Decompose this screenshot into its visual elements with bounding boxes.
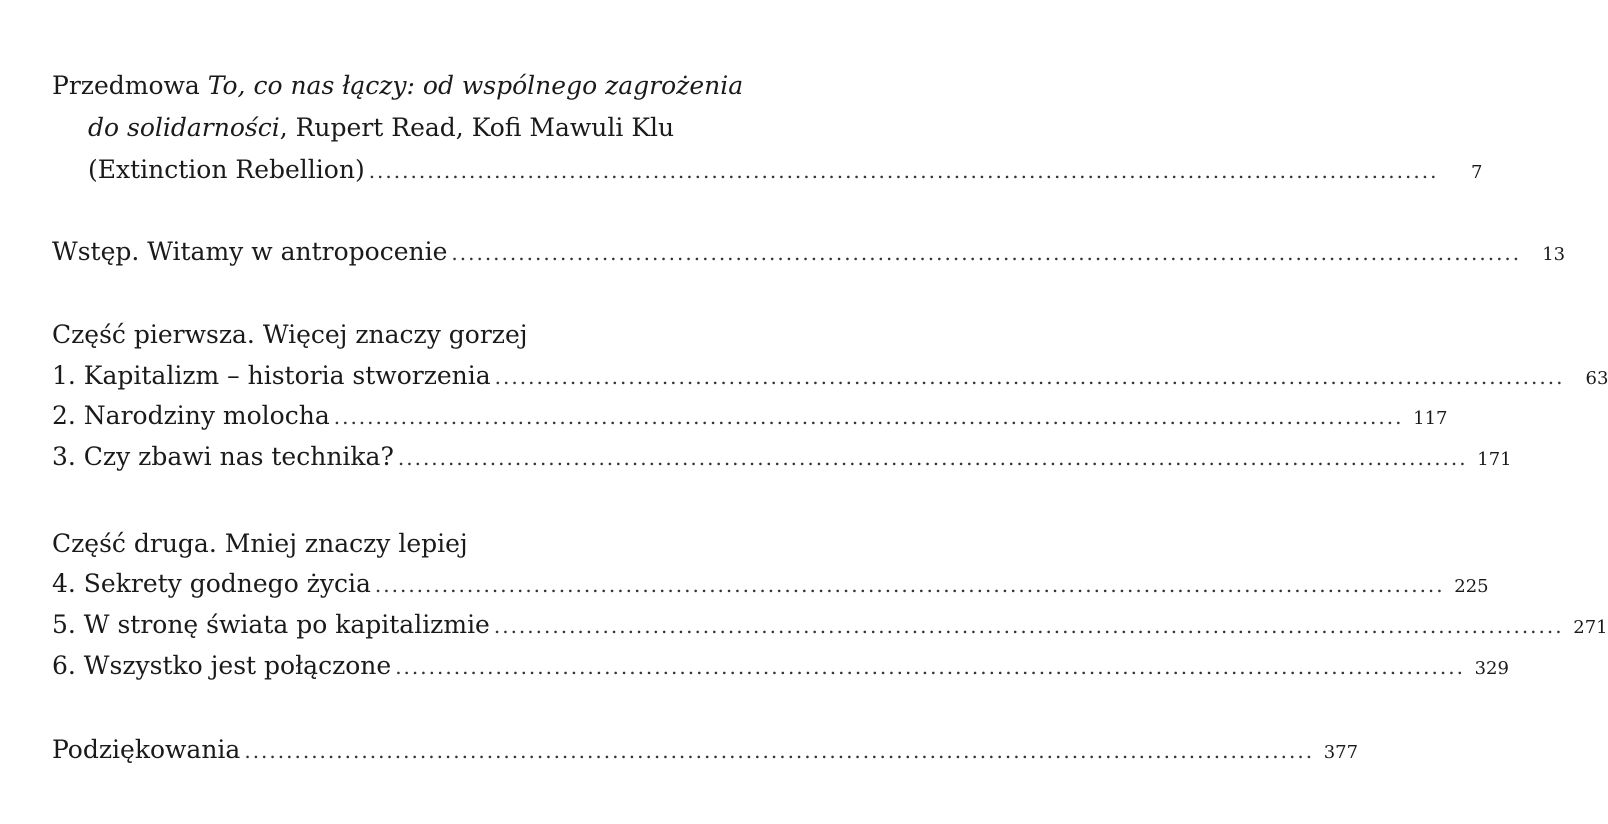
- part2-chapter-line: [0, 646, 1509, 686]
- dot-leader: ................................................................................................................................: [493, 614, 1564, 638]
- toc-entry-chapter-6: [52, 646, 1509, 686]
- page-number: 377: [1323, 742, 1359, 763]
- part1-chapter-line: [0, 396, 1448, 436]
- part2-title: Część druga. Mniej znaczy lepiej: [52, 529, 468, 558]
- chapter-title: 6. Wszystko jest połączone: [52, 651, 392, 680]
- preface-line-3: [0, 150, 1483, 190]
- page-number: 225: [1454, 576, 1489, 597]
- preface-authors: , Rupert Read, Kofi Mawuli Klu: [279, 113, 675, 142]
- page-number: 271: [1573, 617, 1608, 638]
- preface-line-1: [0, 66, 860, 106]
- part1-heading-line: [0, 315, 860, 355]
- toc-entry-acknowledgements: [52, 730, 1359, 770]
- dot-leader: ................................................................................................................................: [397, 446, 1468, 470]
- dot-leader: ................................................................................................................................: [395, 655, 1465, 679]
- toc-entry-chapter-2: [52, 396, 1448, 436]
- chapter-title: 5. W stronę świata po kapitalizmie: [52, 610, 490, 639]
- chapter-title: 4. Sekrety godnego życia: [52, 569, 371, 598]
- dot-leader: ................................................................................................................................: [333, 405, 1404, 429]
- dot-leader: ................................................................................................................................: [451, 241, 1522, 265]
- toc-entry-intro: [52, 232, 1566, 272]
- part1-title: Część pierwsza. Więcej znaczy gorzej: [52, 320, 528, 349]
- page-number: 63: [1585, 368, 1608, 389]
- toc-entry-chapter-5: [52, 605, 1608, 645]
- page-number: 329: [1474, 658, 1509, 679]
- toc-entry-chapter-4: [52, 564, 1489, 604]
- part1-chapter-line: [0, 356, 1608, 396]
- chapter-title: 1. Kapitalizm – historia stworzenia: [52, 361, 491, 390]
- preface-org: (Extinction Rebellion): [88, 155, 365, 184]
- page-number: 7: [1471, 162, 1483, 183]
- preface-title-italic: To, co nas łączy: od wspólnego zagrożenia: [207, 71, 744, 100]
- part2-chapter-line: [0, 564, 1489, 604]
- chapter-title: 3. Czy zbawi nas technika?: [52, 442, 394, 471]
- acknowledgements-line: [0, 730, 1359, 770]
- part2-heading-line: [0, 524, 860, 564]
- acknowledgements-title: Podziękowania: [52, 735, 241, 764]
- dot-leader: ................................................................................................................................: [494, 365, 1565, 389]
- dot-leader: ................................................................................................................................: [368, 159, 1439, 183]
- chapter-title: 2. Narodziny molocha: [52, 401, 330, 430]
- dot-leader: ................................................................................................................................: [374, 573, 1445, 597]
- page-number: 13: [1542, 244, 1566, 265]
- page-number: 171: [1477, 449, 1512, 470]
- page-number: 117: [1413, 408, 1448, 429]
- part1-chapter-line: [0, 437, 1512, 477]
- dot-leader: ................................................................................................................................: [244, 739, 1315, 763]
- preface-label: Przedmowa: [52, 71, 200, 100]
- toc-entry-chapter-3: [52, 437, 1512, 477]
- toc-entry-preface: [88, 150, 1483, 190]
- part2-chapter-line: [0, 605, 1608, 645]
- preface-line-2: [0, 108, 860, 148]
- intro-title: Wstęp. Witamy w antropocenie: [52, 237, 448, 266]
- toc-entry-chapter-1: [52, 356, 1608, 396]
- intro-line: [0, 232, 1566, 272]
- preface-title-italic-cont: do solidarności: [88, 113, 280, 142]
